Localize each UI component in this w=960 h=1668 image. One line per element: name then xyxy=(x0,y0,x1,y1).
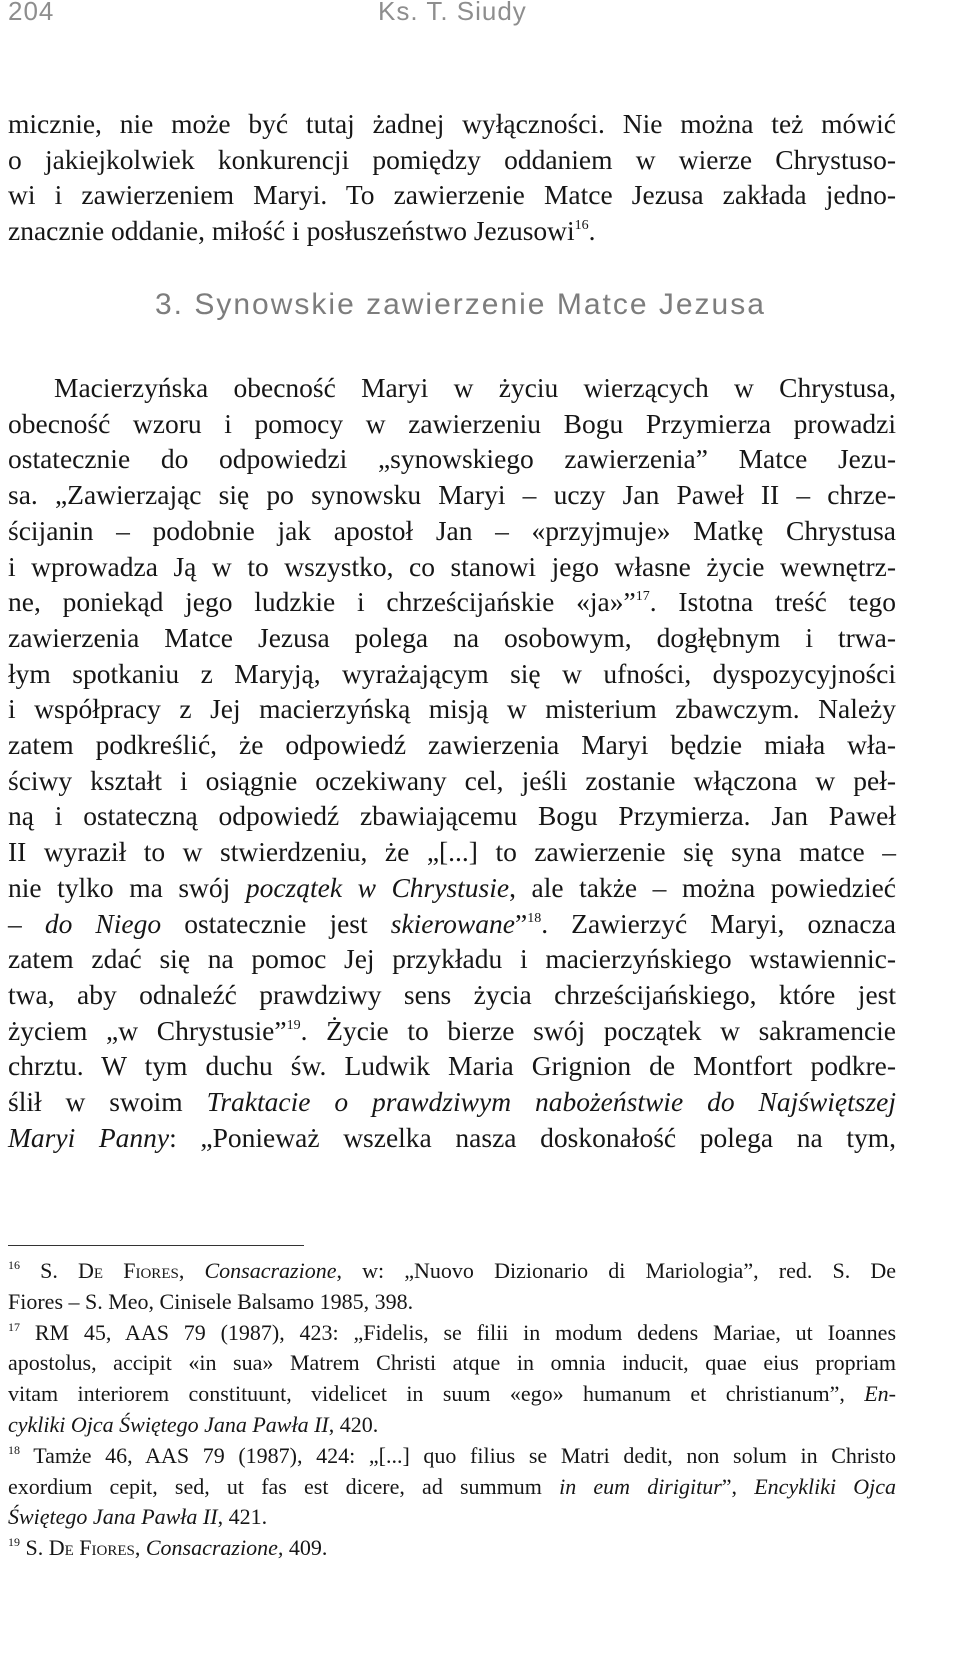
footnote-19: $^{19}$ S. De Fiores, Consacrazione, 409. xyxy=(8,1535,328,1561)
paragraph-intro xyxy=(8,106,896,249)
page-number: 204 xyxy=(8,0,55,26)
footnote-16-cont: Fiores – S. Meo, Cinisele Balsamo 1985, 398. xyxy=(8,1288,414,1314)
footnotes xyxy=(8,1256,896,1564)
text-line: ną i ostateczną odpowiedź zbawiającemu Bogu Przymierza. Jan Paweł xyxy=(8,800,896,832)
text-line: II wyraził to w stwierdzeniu, że „[...] to zawierzenie się syna matce – xyxy=(8,836,896,868)
text-line: nie tylko ma swój początek w Chrystusie, ale także – można powiedzieć xyxy=(8,871,896,903)
footnote-ref-19: 19 xyxy=(286,1017,301,1033)
text-line: twa, aby odnaleźć prawdziwy sens życia chrześcijańskiego, które jest xyxy=(8,978,896,1010)
text-line: ślił w swoim Traktacie o prawdziwym nabożeństwie do Najświętszej xyxy=(8,1086,896,1118)
text-line: – do Niego ostatecznie jest skierowane”$^{18}$. Zawierzyć Maryi, oznacza xyxy=(8,907,896,939)
text-line: chrztu. W tym duchu św. Ludwik Maria Grignion de Montfort podkre- xyxy=(8,1050,896,1082)
text-line: micznie, nie może być tutaj żadnej wyłączności. Nie można też mówić xyxy=(8,108,896,139)
footnote-ref-18: 18 xyxy=(527,910,542,926)
text-line: ostatecznie do odpowiedzi „synowskiego zawierzenia” Matce Jezu- xyxy=(8,443,896,475)
footnote-17-cont: apostolus, accipit «in sua» Matrem Christi atque in omnia inducit, quae eius propriam xyxy=(8,1350,896,1376)
running-header xyxy=(8,0,527,27)
footnote-18-cont: exordium cepit, sed, ut fas est dicere, ad summum in eum dirigitur”, Encykliki Ojca xyxy=(8,1473,897,1499)
text-line: o jakiejkolwiek konkurencji pomiędzy oddaniem w wierze Chrystuso- xyxy=(8,143,896,175)
text-line: zawierzenia Matce Jezusa polega na osobowym, dogłębnym i trwa- xyxy=(8,621,896,653)
footnote-separator xyxy=(8,1245,304,1246)
footnote-17: $^{17}$ RM 45, AAS 79 (1987), 423: „Fidelis, se filii in modum dedens Mariae, ut Ioannes xyxy=(8,1319,896,1345)
text-line: Macierzyńska obecność Maryi w życiu wierzących w Chrystusa, xyxy=(54,372,896,403)
footnote-ref-16: 16 xyxy=(574,218,589,234)
text-line: sa. „Zawierzając się po synowsku Maryi – uczy Jan Paweł II – chrze- xyxy=(8,479,896,511)
footnote-17-cont: vitam interiorem constituunt, videlicet in suum «ego» humanum et christianum”, En- xyxy=(8,1381,896,1407)
text-line: życiem „w Chrystusie”$^{19}$. Życie to bierze swój początek w sakramencie xyxy=(8,1014,896,1046)
footnote-18-cont: Świętego Jana Pawła II, 421. xyxy=(8,1504,268,1530)
footnote-18: $^{18}$ Tamże 46, AAS 79 (1987), 424: „[...] quo filius se Matri dedit, non solum in Christo xyxy=(8,1442,896,1468)
footnote-16: $^{16}$ S. De Fiores, Consacrazione, w: „Nuovo Dizionario di Mariologia”, red. S. De xyxy=(8,1258,897,1283)
paragraph-main xyxy=(8,370,896,1155)
text-line: wi i zawierzeniem Maryi. To zawierzenie Matce Jezusa zakłada jedno- xyxy=(8,179,896,211)
text-line: ściwy kształt i osiągnie oczekiwany cel, jeśli zostanie włączona w peł- xyxy=(8,764,896,796)
text-line: zatem zdać się na pomoc Jej przykładu i macierzyńskiego wstawiennic- xyxy=(8,943,896,975)
text-line: łym spotkaniu z Maryją, wyrażającym się w ufności, dyspozycyjności xyxy=(8,657,896,689)
text-line: ścijanin – podobnie jak apostoł Jan – «przyjmuje» Matkę Chrystusa xyxy=(8,514,896,546)
text-line: zatem podkreślić, że odpowiedź zawierzenia Maryi będzie miała wła- xyxy=(8,729,896,761)
text-line: ne, poniekąd jego ludzkie i chrześcijańskie «ja»”$^{17}$. Istotna treść tego xyxy=(8,586,896,618)
text-line: i wprowadza Ją w to wszystko, co stanowi jego własne życie wewnętrz- xyxy=(8,550,896,582)
text-line: znacznie oddanie, miłość i posłuszeństwo Jezusowi$^{16}$. xyxy=(8,215,596,247)
footnote-17-cont: cykliki Ojca Świętego Jana Pawła II, 420. xyxy=(8,1411,379,1437)
text-line: Maryi Panny: „Ponieważ wszelka nasza doskonałość polega na tym, xyxy=(8,1121,896,1153)
text-line: i współpracy z Jej macierzyńską misją w misterium zbawczym. Należy xyxy=(8,693,896,725)
section-heading: 3. Synowskie zawierzenie Matce Jezusa xyxy=(155,288,766,321)
running-head-author: Ks. T. Siudy xyxy=(378,0,527,26)
footnote-ref-17: 17 xyxy=(635,589,650,605)
text-line: obecność wzoru i pomocy w zawierzeniu Bogu Przymierza prowadzi xyxy=(8,407,896,439)
